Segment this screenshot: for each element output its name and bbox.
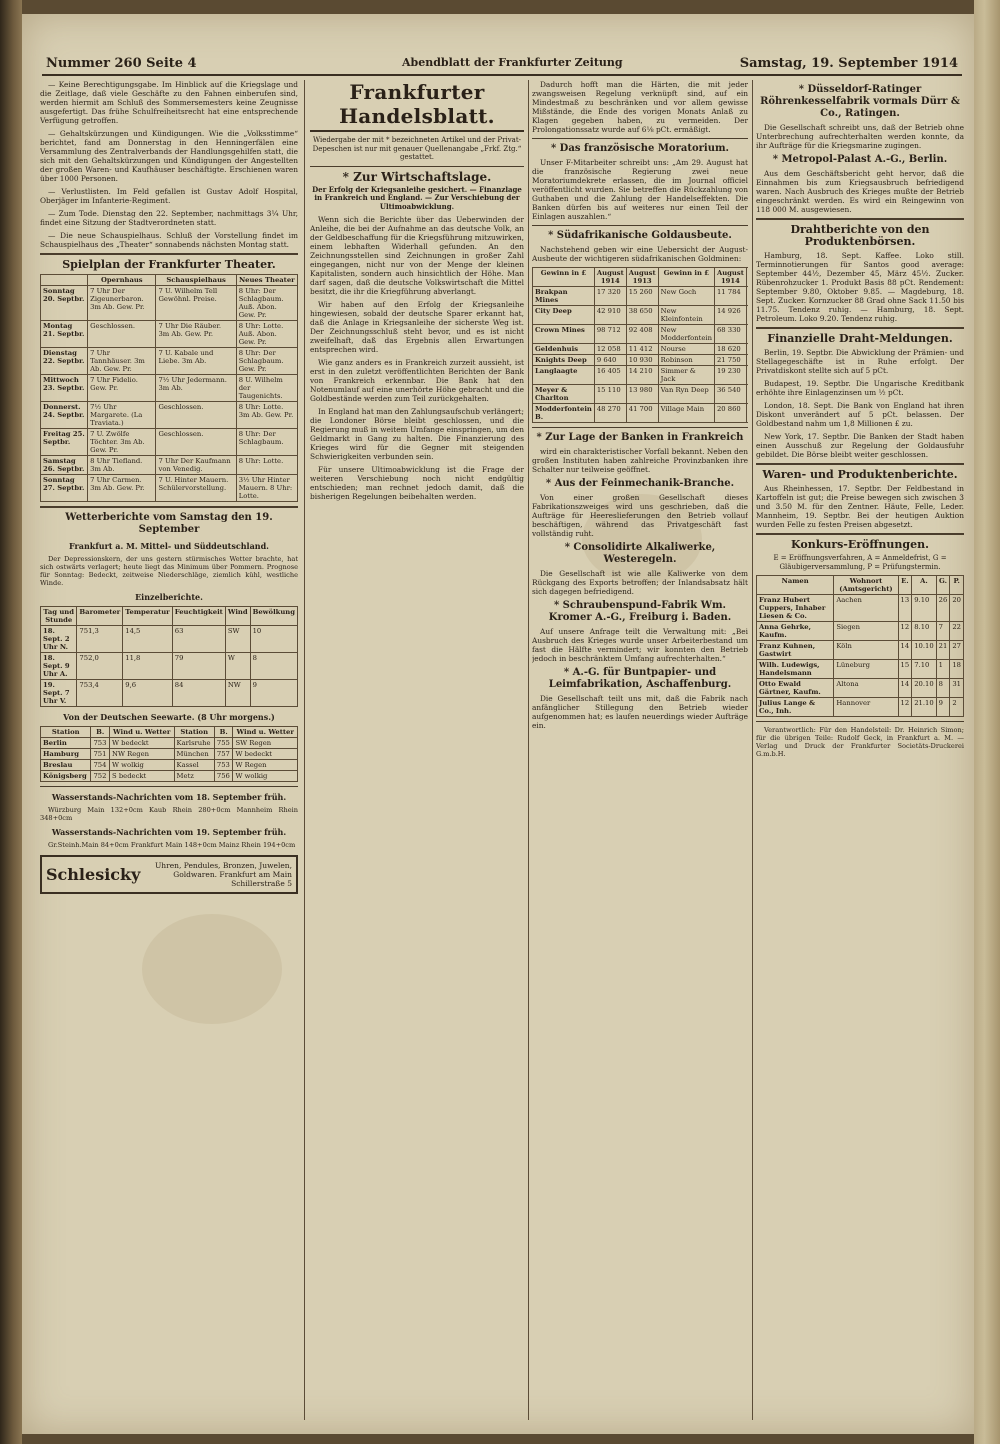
header-paper-name: Abendblatt der Frankfurter Zeitung bbox=[402, 56, 623, 69]
table-cell: Wilh. Ludewigs, Handelsmann bbox=[757, 660, 834, 679]
table-cell: 48 270 bbox=[594, 404, 626, 423]
table-cell: Altona bbox=[834, 679, 898, 698]
table-cell: 752 bbox=[91, 771, 110, 782]
table-cell: New Goch bbox=[658, 287, 714, 306]
table-cell: 11,8 bbox=[123, 653, 173, 680]
table-cell: 7½ Uhr Margarete. (La Traviata.) bbox=[88, 402, 156, 429]
table-cell: 18 bbox=[950, 660, 964, 679]
table-cell: 8 Uhr: Lotte. 3m Ab. Gew. Pr. bbox=[236, 402, 297, 429]
table-cell: 14 210 bbox=[626, 366, 658, 385]
table-cell: Königsberg bbox=[41, 771, 91, 782]
table-cell: Freitag 25. Septbr. bbox=[41, 429, 88, 456]
table-cell: W bedeckt bbox=[110, 738, 175, 749]
table-cell: 17 320 bbox=[594, 287, 626, 306]
konkurs-row bbox=[757, 660, 964, 679]
konkurs-row bbox=[757, 641, 964, 660]
table-cell: 7 Uhr Der Zigeunerbaron. 3m Ab. Gew. Pr. bbox=[88, 286, 156, 321]
table-cell: 1 bbox=[936, 660, 950, 679]
table-cell: Lüneburg bbox=[834, 660, 898, 679]
table-cell: 36 540 bbox=[714, 385, 746, 404]
article-paragraph: wird ein charakteristischer Vorfall bekannt. Neben den großen Instituten haben zahlreiche Provinzbanken ihre Schalter nur teilweise geöffnet. bbox=[532, 447, 748, 474]
table-cell: 753 bbox=[214, 760, 233, 771]
table-cell: SW bbox=[225, 626, 250, 653]
table-cell: New Modderfontein bbox=[658, 325, 714, 344]
book-spine-edge bbox=[0, 0, 22, 1444]
table-cell: W bedeckt bbox=[233, 749, 298, 760]
table-cell: 7 U. Wilhelm Tell Gewöhnl. Preise. bbox=[156, 286, 236, 321]
finanz-item: London, 18. Sept. Die Bank von England hat ihren Diskont unverändert auf 5 pCt. belassen. Der Goldbestand nahm um 1,8 Millionen £ zu. bbox=[756, 401, 964, 428]
table-cell: Dienstag 22. Septbr. bbox=[41, 348, 88, 375]
page-edge-right bbox=[974, 0, 1000, 1444]
table-cell: 92 408 bbox=[626, 325, 658, 344]
gold-row bbox=[533, 287, 749, 306]
table-cell: 9.10 bbox=[912, 595, 936, 622]
table-cell: 757 bbox=[214, 749, 233, 760]
local-item: — Keine Berechtigungsgabe. Im Hinblick auf die Kriegslage und die Zeitlage, daß viele Geschäfte zu den Fahnen einberufen sind, werden hiermit am Schluß des Sommersemesters keine Zeugnisse ausgefertigt. Das frühe Schulfreiheitsrecht hat eine entsprechende Verfügung getroffen. bbox=[40, 80, 298, 125]
konkurs-row bbox=[757, 698, 964, 717]
table-cell: Berlin bbox=[41, 738, 91, 749]
table-cell: Hamburg bbox=[41, 749, 91, 760]
gold-intro: Nachstehend geben wir eine Uebersicht der August-Ausbeute der wichtigeren südafrikanischen Goldminen: bbox=[532, 245, 748, 263]
gold-row bbox=[533, 344, 749, 355]
article-paragraph: Für unsere Ultimoabwicklung ist die Frage der weiteren Verschiebung noch nicht endgültig entschieden; man rechnet jedoch damit, daß die bisherigen Regelungen beibehalten werden. bbox=[310, 465, 524, 501]
table-cell: 68 330 bbox=[714, 325, 746, 344]
table-cell: 20 bbox=[950, 595, 964, 622]
article-subheading: Der Erfolg der Kriegsanleihe gesichert. — Finanzlage in Frankreich und England. — Zur Verschiebung der Ultimoabwicklung. bbox=[312, 184, 522, 211]
table-cell: Julius Lange & Co., Inh. bbox=[757, 698, 834, 717]
table-cell: Geschlossen. bbox=[156, 402, 236, 429]
gold-row bbox=[533, 385, 749, 404]
table-cell: 756 bbox=[214, 771, 233, 782]
table-cell: 7 U. Hinter Mauern. Schülervorstellung. bbox=[156, 475, 236, 502]
table-cell: 19. Sept. 7 Uhr V. bbox=[41, 680, 77, 707]
table-cell: NW Regen bbox=[110, 749, 175, 760]
table-cell bbox=[746, 355, 748, 366]
table-cell: Samstag 26. Septbr. bbox=[41, 456, 88, 475]
table-header-cell: A. bbox=[912, 576, 936, 595]
table-cell: 2 bbox=[950, 698, 964, 717]
table-cell bbox=[746, 306, 748, 325]
table-cell: 21 bbox=[936, 641, 950, 660]
schraub-heading: * Schraubenspund-Fabrik Wm. Kromer A.-G., Freiburg i. Baden. bbox=[548, 600, 732, 623]
table-cell: 7½ Uhr Jedermann. 3m Ab. bbox=[156, 375, 236, 402]
theater-row bbox=[41, 429, 298, 456]
table-header-cell: Bewölkung bbox=[250, 607, 297, 626]
table-cell: 12 bbox=[898, 698, 912, 717]
theater-row bbox=[41, 456, 298, 475]
konkurs-table bbox=[756, 575, 964, 717]
wasser2-heading: Wasserstands-Nachrichten vom 19. September früh. bbox=[51, 827, 287, 837]
table-cell: 14,5 bbox=[123, 626, 173, 653]
article-paragraph: Dadurch hofft man die Härten, die mit jeder zwangsweisen Regelung verknüpft sind, auf ein Mindestmaß zu beschränken und vor allem gewisse Mißstände, die Ende des vorigen Monats Anlaß zu Klagen gegeben haben, zu vermeiden. Der Prolongationssatz wurde auf 6⅛ pCt. ermäßigt. bbox=[532, 80, 748, 134]
table-cell: Franz Hubert Cuppers, Inhaber Liesen & Co. bbox=[757, 595, 834, 622]
theater-row bbox=[41, 475, 298, 502]
alkali-heading: * Consolidirte Alkaliwerke, Westeregeln. bbox=[564, 542, 716, 565]
einzel-heading: Einzelberichte. bbox=[135, 592, 203, 602]
table-header-cell: P. bbox=[950, 576, 964, 595]
station-row bbox=[41, 760, 298, 771]
table-cell: Sonntag 20. Septbr. bbox=[41, 286, 88, 321]
weather-row bbox=[41, 626, 298, 653]
table-cell: 15 110 bbox=[594, 385, 626, 404]
table-cell: 7 Uhr Carmen. 3m Ab. Gew. Pr. bbox=[88, 475, 156, 502]
article-paragraph: Unser F-Mitarbeiter schreibt uns: „Am 29. August hat die französische Regierung zwei neue Moratoriumdekrete erlassen, die im Journal officiel veröffentlicht wurden. Sie betreffen die Rückzahlung von Guthaben und die Zahlung der Handelseffekten. Die Banken dürfen bis auf weiteres nur einen Teil der Einlagen auszahlen.“ bbox=[532, 158, 748, 221]
table-cell: 18. Sept. 9 Uhr A. bbox=[41, 653, 77, 680]
article-paragraph: Wie ganz anders es in Frankreich zurzeit aussieht, ist erst in den zuletzt veröffentlichten Berichten der Bank von Frankreich erkennbar. Die Bank hat den Notenumlauf auf eine unerhörte Höhe gebracht und die Goldbestände werden zum Teil zurückgehalten. bbox=[310, 358, 524, 403]
table-cell: Köln bbox=[834, 641, 898, 660]
table-cell: 38 650 bbox=[626, 306, 658, 325]
konkurs-row bbox=[757, 595, 964, 622]
table-header-cell bbox=[41, 275, 88, 286]
ad-text: Uhren, Pendules, Bronzen, Juwelen, Goldwaren. Frankfurt am Main Schillerstraße 5 bbox=[154, 861, 292, 888]
feinmech-heading: * Aus der Feinmechanik-Branche. bbox=[545, 478, 735, 489]
gold-row bbox=[533, 404, 749, 423]
table-cell: 9 bbox=[250, 680, 297, 707]
table-cell: S bedeckt bbox=[110, 771, 175, 782]
table-cell: Karlsruhe bbox=[174, 738, 214, 749]
table-cell: 19 230 bbox=[714, 366, 746, 385]
table-cell: Siegen bbox=[834, 622, 898, 641]
table-cell: 752,0 bbox=[77, 653, 123, 680]
weather-row bbox=[41, 653, 298, 680]
seewarte-table bbox=[40, 726, 298, 782]
table-cell: 14 bbox=[898, 641, 912, 660]
table-header-cell: Wind u. Wetter bbox=[233, 727, 298, 738]
theater-row bbox=[41, 375, 298, 402]
column-rule bbox=[752, 80, 753, 1420]
ad-company-name: Schlesicky bbox=[46, 865, 141, 884]
table-cell: 753 bbox=[91, 738, 110, 749]
column-markets bbox=[756, 80, 964, 1420]
konkurs-row bbox=[757, 679, 964, 698]
table-header-cell: August 1914 bbox=[594, 268, 626, 287]
newspaper-page bbox=[22, 14, 974, 1434]
table-header-cell: Namen bbox=[757, 576, 834, 595]
table-cell: 13 980 bbox=[626, 385, 658, 404]
table-header-cell: August 1914 bbox=[714, 268, 746, 287]
table-cell: 10 bbox=[250, 626, 297, 653]
finanz-item: Berlin, 19. Septbr. Die Abwicklung der Prämien- und Stellagegeschäfte ist in Ruhe erfolgt. Der Privatdiskont stellte sich auf 5 pCt. bbox=[756, 348, 964, 375]
wasser2-text: Gr.Steinh.Main 84+0cm Frankfurt Main 148+0cm Mainz Rhein 194+0cm bbox=[48, 841, 296, 849]
table-cell bbox=[746, 344, 748, 355]
table-cell: 8 Uhr: Der Schlagbaum. Gew. Pr. bbox=[236, 348, 297, 375]
article-paragraph: Wir haben auf den Erfolg der Kriegsanleihe hingewiesen, sobald der deutsche Sparer erkannt hat, daß die Anlage in Kriegsanleihe der sicherste Weg ist. Der Zeichnungsschluß steht bevor, und es ist nicht zweifelhaft, daß das Ergebnis allen Erwartungen entsprechen wird. bbox=[310, 300, 524, 354]
table-cell: Aachen bbox=[834, 595, 898, 622]
table-cell bbox=[746, 404, 748, 423]
table-cell: 7 Uhr Tannhäuser. 3m Ab. Gew. Pr. bbox=[88, 348, 156, 375]
table-cell: 27 bbox=[950, 641, 964, 660]
table-cell: 8 bbox=[250, 653, 297, 680]
local-item: — Verlustlisten. Im Feld gefallen ist Gustav Adolf Hospital, Oberjäger im Infanterie-Regiment. bbox=[40, 187, 298, 205]
table-cell: Geschlossen. bbox=[88, 321, 156, 348]
article-paragraph: Auf unsere Anfrage teilt die Verwaltung mit: „Bei Ausbruch des Krieges wurde unser Arbeiterbestand um fast die Hälfte vermindert; wir konnten den Betrieb jedoch in beschränktem Umfang aufrechterhalten.“ bbox=[532, 627, 748, 663]
table-cell: 12 bbox=[898, 622, 912, 641]
ratingen-heading: * Düsseldorf-Ratinger Röhrenkesselfabrik vormals Dürr & Co., Ratingen. bbox=[760, 84, 960, 119]
table-cell: 18. Sept. 2 Uhr N. bbox=[41, 626, 77, 653]
table-cell: 7 Uhr Fidelio. Gew. Pr. bbox=[88, 375, 156, 402]
local-item: — Die neue Schauspielhaus. Schluß der Vorstellung findet im Schauspielhaus des „Theater“ sonnabends nächsten Montag statt. bbox=[40, 231, 298, 249]
table-cell: 7 Uhr Der Kaufmann von Venedig. bbox=[156, 456, 236, 475]
table-cell: 41 700 bbox=[626, 404, 658, 423]
table-cell: 20.10 bbox=[912, 679, 936, 698]
draht-text: Hamburg, 18. Sept. Kaffee. Loko still. Terminnotierungen für Santos good average: September 44½, Dezember 45, März 45½. Zucker. Rübenrohzucker 1. Produkt Basis 88 pCt. Rendement: September 9.80, Oktober 9.85. — Magdeburg, 18. Sept. Zucker. Kornzucker 88 Grad ohne Sack 11.50 bis 11.75. Tendenz ruhig. — Hamburg, 18. Sept. Petroleum. Loko 9.20. Tendenz ruhig. bbox=[756, 251, 964, 323]
table-cell: 754 bbox=[91, 760, 110, 771]
table-cell bbox=[746, 325, 748, 344]
weather-row bbox=[41, 680, 298, 707]
table-cell: Modderfontein B. bbox=[533, 404, 595, 423]
table-cell: 9 bbox=[936, 698, 950, 717]
einzel-table bbox=[40, 606, 298, 707]
table-header-cell: G. bbox=[936, 576, 950, 595]
table-cell: Montag 21. Septbr. bbox=[41, 321, 88, 348]
table-cell: 15 bbox=[898, 660, 912, 679]
wasser1-heading: Wasserstands-Nachrichten vom 18. September früh. bbox=[51, 792, 287, 802]
table-cell: 98 712 bbox=[594, 325, 626, 344]
table-cell: 13 bbox=[898, 595, 912, 622]
article-heading: * Zur Wirtschaftslage. bbox=[342, 169, 492, 184]
table-cell: Village Main bbox=[658, 404, 714, 423]
column-economy bbox=[532, 80, 748, 1420]
konkurs-legend: E = Eröffnungsverfahren, A = Anmeldefrist, G = Gläubigerversammlung, P = Prüfungstermin. bbox=[773, 554, 947, 571]
table-cell: 42 910 bbox=[594, 306, 626, 325]
weather-subheading: Frankfurt a. M. Mittel- und Süddeutschland. bbox=[69, 541, 269, 551]
advertisement bbox=[40, 855, 298, 894]
table-header-cell: Barometer bbox=[77, 607, 123, 626]
table-cell: 18 620 bbox=[714, 344, 746, 355]
table-cell: W bbox=[225, 653, 250, 680]
table-cell: 8 bbox=[936, 679, 950, 698]
gold-row bbox=[533, 325, 749, 344]
imprint: Verantwortlich: Für den Handelsteil: Dr. Heinrich Simon; für die übrigen Teile: Rudolf Geck, in Frankfurt a. M. — Verlag und Druck der Frankfurter Societäts-Druckerei G.m.b.H. bbox=[756, 726, 964, 758]
page-header bbox=[42, 52, 962, 76]
table-cell: 10.10 bbox=[912, 641, 936, 660]
table-cell: Simmer & Jack bbox=[658, 366, 714, 385]
theater-row bbox=[41, 348, 298, 375]
table-cell: 751,3 bbox=[77, 626, 123, 653]
theater-row bbox=[41, 321, 298, 348]
article-paragraph: Die Gesellschaft teilt uns mit, daß die Fabrik nach anfänglicher Stillegung den Betrieb wieder aufgenommen hat; es laufen neuerdings wieder Aufträge ein. bbox=[532, 694, 748, 730]
konkurs-row bbox=[757, 622, 964, 641]
draht-heading: Drahtberichte von den Produktenbörsen. bbox=[790, 223, 930, 248]
table-cell: 22 bbox=[950, 622, 964, 641]
table-cell: 79 bbox=[172, 653, 225, 680]
theater-heading: Spielplan der Frankfurter Theater. bbox=[62, 258, 276, 271]
table-cell: 63 bbox=[172, 626, 225, 653]
station-row bbox=[41, 738, 298, 749]
banken-heading: * Zur Lage der Banken in Frankreich bbox=[536, 432, 744, 443]
table-header-cell: B. bbox=[214, 727, 233, 738]
table-header-cell: Gewinn in £ bbox=[533, 268, 595, 287]
table-cell: 9,6 bbox=[123, 680, 173, 707]
table-cell bbox=[746, 385, 748, 404]
table-cell: 7.10 bbox=[912, 660, 936, 679]
table-cell: 8 Uhr: Lotte. Auß. Abon. Gew. Pr. bbox=[236, 321, 297, 348]
table-cell: 7 U. Zwölfe Töchter. 3m Ab. Gew. Pr. bbox=[88, 429, 156, 456]
konkurs-heading: Konkurs-Eröffnungen. bbox=[791, 538, 929, 551]
handelsblatt-note: Wiedergabe der mit * bezeichneten Artikel und der Privat-Depeschen ist nur mit genauer Quellenangabe „Frkf. Ztg.“ gestattet. bbox=[312, 136, 522, 161]
article-paragraph: Aus dem Geschäftsbericht geht hervor, daß die Einnahmen bis zum Kriegsausbruch befriedigend waren. Nach Ausbruch des Krieges mußte der Betrieb eingeschränkt werden. Es wird ein Reingewinn von 118 000 M. ausgewiesen. bbox=[756, 169, 964, 214]
table-cell: 8 Uhr: Lotte. bbox=[236, 456, 297, 475]
column-handelsblatt bbox=[310, 80, 524, 1420]
table-cell: Donnerst. 24. Septbr. bbox=[41, 402, 88, 429]
table-cell: 26 bbox=[936, 595, 950, 622]
table-cell: 20 860 bbox=[714, 404, 746, 423]
table-header-cell: Wind bbox=[225, 607, 250, 626]
gold-row bbox=[533, 306, 749, 325]
table-cell: 9 640 bbox=[594, 355, 626, 366]
table-cell: Robinson bbox=[658, 355, 714, 366]
article-paragraph: Die Gesellschaft ist wie alle Kaliwerke von dem Rückgang des Exports betroffen; der Inlandsabsatz hält sich dagegen befriedigend. bbox=[532, 569, 748, 596]
table-cell: 84 bbox=[172, 680, 225, 707]
table-cell: Hannover bbox=[834, 698, 898, 717]
article-paragraph: Die Gesellschaft schreibt uns, daß der Betrieb ohne Unterbrechung aufrechterhalten werden konnte, da ihr Aufträge für die Kriegsmarine zugingen. bbox=[756, 123, 964, 150]
gold-table bbox=[532, 267, 748, 423]
table-cell: Van Ryn Deep bbox=[658, 385, 714, 404]
table-cell: Brakpan Mines bbox=[533, 287, 595, 306]
table-header-cell: Tag und Stunde bbox=[41, 607, 77, 626]
table-cell bbox=[746, 366, 748, 385]
table-cell: Anna Gehrke, Kaufm. bbox=[757, 622, 834, 641]
table-header-cell: Wind u. Wetter bbox=[110, 727, 175, 738]
table-cell: 14 926 bbox=[714, 306, 746, 325]
article-paragraph: Wenn sich die Berichte über das Ueberwinden der Anleihe, die bei der Aufnahme an das deutsche Volk, an der Geldbeschaffung für die Kriegsführung mitzuwirken, einem lebhaften Widerhall gefunden. An den Zeichnungsstellen sind Zeichnungen in großer Zahl eingegangen, nicht nur von der Menge der kleinen Kapitalisten, sondern auch hinsichtlich der Höhe. Man darf sagen, daß die deutsche Volkswirtschaft die Mittel besitzt, die ihr die Kriegführung abverlangt. bbox=[310, 215, 524, 296]
handelsblatt-masthead: Frankfurter Handelsblatt. bbox=[310, 80, 524, 132]
table-cell: Franz Kuhnen, Gastwirt bbox=[757, 641, 834, 660]
column-local-news bbox=[40, 80, 298, 1420]
moratorium-heading: * Das französische Moratorium. bbox=[550, 143, 730, 154]
table-header-cell bbox=[746, 268, 748, 287]
finanz-heading: Finanzielle Draht-Meldungen. bbox=[767, 332, 953, 345]
table-cell: 10 930 bbox=[626, 355, 658, 366]
station-row bbox=[41, 771, 298, 782]
theater-table bbox=[40, 274, 298, 502]
table-cell: 31 bbox=[950, 679, 964, 698]
table-header-cell: Temperatur bbox=[123, 607, 173, 626]
table-cell: 11 784 bbox=[714, 287, 746, 306]
table-cell: 7 bbox=[936, 622, 950, 641]
table-cell: 21 750 bbox=[714, 355, 746, 366]
table-cell: 7 Uhr Die Räuber. 3m Ab. Gew. Pr. bbox=[156, 321, 236, 348]
finanz-item: New York, 17. Septbr. Die Banken der Stadt haben einen Ausschuß zur Regelung der Goldausfuhr gebildet. Die Börse bleibt weiter geschlossen. bbox=[756, 432, 964, 459]
table-cell: 14 bbox=[898, 679, 912, 698]
table-cell: 16 405 bbox=[594, 366, 626, 385]
table-cell: München bbox=[174, 749, 214, 760]
table-cell: 21.10 bbox=[912, 698, 936, 717]
theater-row bbox=[41, 402, 298, 429]
table-cell: Kassel bbox=[174, 760, 214, 771]
table-cell: 12 058 bbox=[594, 344, 626, 355]
table-cell: Knights Deep bbox=[533, 355, 595, 366]
table-cell: 755 bbox=[214, 738, 233, 749]
table-cell: Otto Ewald Gärtner, Kaufm. bbox=[757, 679, 834, 698]
table-header-cell: B. bbox=[91, 727, 110, 738]
local-item: — Zum Tode. Dienstag den 22. September, nachmittags 3¼ Uhr, findet eine Sitzung der Stadtverordneten statt. bbox=[40, 209, 298, 227]
table-cell: Nourse bbox=[658, 344, 714, 355]
weather-text: Der Depressionskern, der uns gestern stürmisches Wetter brachte, hat sich ostwärts verlagert; heute liegt das Minimum über Pommern. Prognose für Sonntag: Bedeckt, zeitweise Niederschläge, ziemlich kühl, westliche Winde. bbox=[40, 555, 298, 587]
metropol-heading: * Metropol-Palast A.-G., Berlin. bbox=[772, 154, 948, 165]
table-cell: Meyer & Charlton bbox=[533, 385, 595, 404]
table-header-cell: Station bbox=[41, 727, 91, 738]
table-cell: 11 412 bbox=[626, 344, 658, 355]
table-cell: New Kleinfontein bbox=[658, 306, 714, 325]
table-header-cell: Neues Theater bbox=[236, 275, 297, 286]
table-cell: 15 260 bbox=[626, 287, 658, 306]
table-cell: 3½ Uhr Hinter Mauern. 8 Uhr: Lotte. bbox=[236, 475, 297, 502]
table-cell: 8 U. Wilhelm der Taugenichts. bbox=[236, 375, 297, 402]
wasser1-text: Würzburg Main 132+0cm Kaub Rhein 280+0cm Mannheim Rhein 348+0cm bbox=[40, 806, 298, 822]
theater-row bbox=[41, 286, 298, 321]
table-cell: 8 Uhr: Der Schlagbaum. Auß. Abon. Gew. Pr. bbox=[236, 286, 297, 321]
table-cell: Geschlossen. bbox=[156, 429, 236, 456]
table-cell: W wolkig bbox=[110, 760, 175, 771]
table-cell: W wolkig bbox=[233, 771, 298, 782]
table-header-cell: E. bbox=[898, 576, 912, 595]
table-cell: W Regen bbox=[233, 760, 298, 771]
table-cell: 751 bbox=[91, 749, 110, 760]
gold-row bbox=[533, 355, 749, 366]
article-paragraph: In England hat man den Zahlungsaufschub verlängert; die Londoner Börse bleibt geschlossen, und die Regierung muß in weitem Umfange einspringen, um den Geldmarkt in Gang zu halten. Die Finanzierung des Krieges wird für die Gegner mit steigenden Schwierigkeiten verbunden sein. bbox=[310, 407, 524, 461]
table-header-cell: Schauspielhaus bbox=[156, 275, 236, 286]
seewarte-heading: Von der Deutschen Seewarte. (8 Uhr morgens.) bbox=[63, 712, 275, 722]
table-cell: Sonntag 27. Septbr. bbox=[41, 475, 88, 502]
gold-row bbox=[533, 366, 749, 385]
table-cell: SW Regen bbox=[233, 738, 298, 749]
table-cell: Metz bbox=[174, 771, 214, 782]
table-cell: 8.10 bbox=[912, 622, 936, 641]
table-header-cell: Station bbox=[174, 727, 214, 738]
bunt-heading: * A.-G. für Buntpapier- und Leimfabrikation, Aschaffenburg. bbox=[548, 667, 732, 690]
column-rule bbox=[304, 80, 305, 1420]
weather-heading: Wetterberichte vom Samstag den 19. September bbox=[65, 512, 273, 535]
table-header-cell: August 1913 bbox=[626, 268, 658, 287]
finanz-item: Budapest, 19. Septbr. Die Ungarische Kreditbank erhöhte ihre Einlagenzinsen um ½ pCt. bbox=[756, 379, 964, 397]
waren-heading: Waren- und Produktenberichte. bbox=[762, 468, 958, 481]
header-page-number: Nummer 260 Seite 4 bbox=[46, 56, 197, 71]
table-cell: Geldenhuis bbox=[533, 344, 595, 355]
table-header-cell: Gewinn in £ bbox=[658, 268, 714, 287]
table-cell: Breslau bbox=[41, 760, 91, 771]
station-row bbox=[41, 749, 298, 760]
table-cell: 8 Uhr Tiefland. 3m Ab. bbox=[88, 456, 156, 475]
table-header-cell: Wohnort (Amtsgericht) bbox=[834, 576, 898, 595]
column-rule bbox=[528, 80, 529, 1420]
table-cell bbox=[746, 287, 748, 306]
table-cell: Mittwoch 23. Septbr. bbox=[41, 375, 88, 402]
table-cell: Crown Mines bbox=[533, 325, 595, 344]
header-date: Samstag, 19. September 1914 bbox=[739, 56, 958, 71]
table-cell: City Deep bbox=[533, 306, 595, 325]
article-paragraph: Von einer großen Gesellschaft dieses Fabrikationszweiges wird uns geschrieben, daß die Aufträge für Heereslieferungen den Betrieb vollauf beschäftigen, während das Privatgeschäft fast vollständig ruht. bbox=[532, 493, 748, 538]
table-header-cell: Feuchtigkeit bbox=[172, 607, 225, 626]
table-cell: Langlaagte bbox=[533, 366, 595, 385]
local-item: — Gehaltskürzungen und Kündigungen. Wie die „Volksstimme“ berichtet, fand am Donnerstag in den Henningerfälen eine Versammlung des Zentralverbands der Handlungsgehilfen statt, die sich mit den Gehaltskürzungen und Kündigungen der Angestellten der großen Waren- und Kaufhäuser beschäftigte. Erschienen waren über 1000 Personen. bbox=[40, 129, 298, 183]
waren-text: Aus Rheinhessen, 17. Septbr. Der Feldbestand in Kartoffeln ist gut; die Preise bewegen sich zwischen 3 und 3.50 M. für den Zentner. Häute, Felle, Leder. Mannheim, 19. Septbr. Bei der heutigen Auktion wurden Felle zu festen Preisen abgesetzt. bbox=[756, 484, 964, 529]
table-header-cell: Opernhaus bbox=[88, 275, 156, 286]
gold-heading: * Südafrikanische Goldausbeute. bbox=[548, 230, 732, 241]
table-cell: 753,4 bbox=[77, 680, 123, 707]
table-cell: 7 U. Kabale und Liebe. 3m Ab. bbox=[156, 348, 236, 375]
table-cell: 8 Uhr: Der Schlagbaum. bbox=[236, 429, 297, 456]
table-cell: NW bbox=[225, 680, 250, 707]
